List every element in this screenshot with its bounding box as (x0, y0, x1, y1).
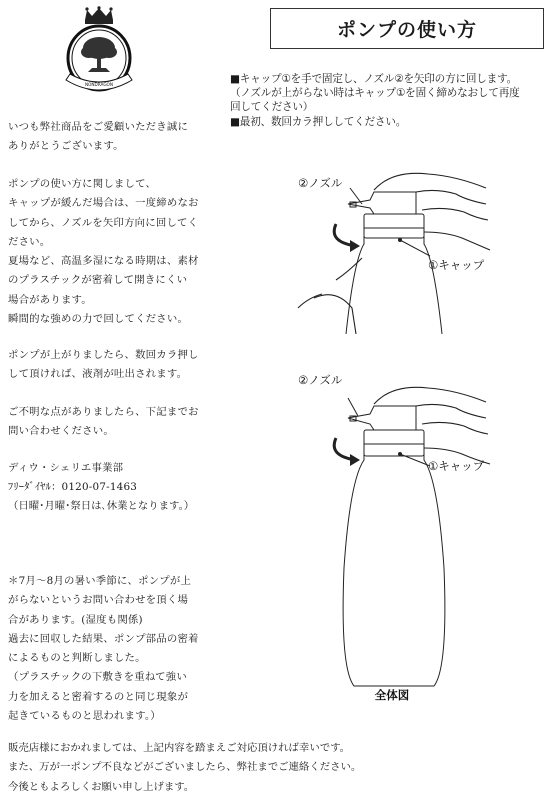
cap-leader-line (400, 240, 430, 256)
bottle-body (346, 236, 442, 334)
page-title: ポンプの使い方 (270, 8, 544, 49)
instruction-line: （ノズルが上がらない時はキャップ①を固く締めなおして再度 (230, 87, 520, 100)
department-name: ディウ・シェリエ事業部 (8, 462, 124, 474)
freedial-number: ﾌﾘｰﾀﾞｲﾔﾙ：0120-07-1463 (8, 481, 138, 493)
cap-label: ①キャップ (428, 258, 485, 272)
footer-line: また、万が一ポンプ不良などがございましたら、弊社までご連絡ください。 (8, 761, 362, 774)
summer-note-paragraph: ＊7月～8月の暑い季節に、ポンプが上 がらないというお問い合わせを頂く場 合があります。(湿度も関係) 過去に回収した結果、ポンプ部品の密着 によるものと判断しました。 （プラスチックの下敷きを重ねて強い 力を加えると密着するのと同じ現象が 起きているものと思われます。） (8, 575, 199, 723)
nozzle-shape (348, 192, 416, 214)
bottle-body (343, 454, 445, 686)
tree-icon (81, 37, 117, 72)
cap-label: ①キャップ (428, 459, 485, 473)
business-hours-note: （日曜･月曜･祭日は､休業となります。） (8, 500, 195, 512)
nozzle-shape (348, 406, 416, 430)
hand-outline (374, 387, 490, 464)
nozzle-label: ②ノズル (298, 176, 343, 190)
footer-line: 販売店様におかれましては、上記内容を踏まえご対応頂ければ幸いです。 (8, 742, 351, 754)
instructions-block (230, 72, 552, 129)
brand-crest-logo (58, 6, 140, 94)
pump-up-paragraph: ポンプが上がりましたら、数回カラ押し して頂ければ、液剤が吐出されます。 (8, 349, 199, 381)
crest-emblem-text: NONDRAGON (85, 82, 113, 87)
nozzle-leader-line (348, 398, 358, 416)
cap-shape (364, 430, 424, 456)
footer-text (8, 739, 548, 797)
nozzle-label: ②ノズル (298, 373, 343, 387)
instruction-line: ■最初、数回カラ押ししてください。 (230, 115, 407, 128)
instruction-line: 回してください） (230, 101, 314, 114)
crown-icon (85, 6, 113, 24)
pump-full-bottle-illustration (296, 368, 496, 704)
contact-intro-paragraph: ご不明な点がありましたら、下記までお 問い合わせください。 (8, 406, 199, 438)
cap-shape (364, 214, 424, 238)
usage-paragraph: ポンプの使い方に関しまして、 キャップが緩んだ場合は、一度締めなお してから、ノズルを矢印方向に回してく ださい。 夏場など、高温多湿になる時期は、素材 のプラスチックが密着して開きにくい 場合があります。 瞬間的な強めの力で回してください。 (8, 178, 199, 326)
overall-view-caption: 全体図 (374, 688, 410, 702)
footer-line: 今後ともよろしくお願い申し上げます。 (8, 780, 195, 793)
greeting-paragraph: いつも弊社商品をご愛顧いただき誠に ありがとうございます。 (8, 121, 189, 153)
pump-closeup-illustration (296, 148, 496, 334)
instruction-line: ■キャップ①を手で固定し、ノズル②を矢印の方に回します。 (230, 73, 517, 85)
